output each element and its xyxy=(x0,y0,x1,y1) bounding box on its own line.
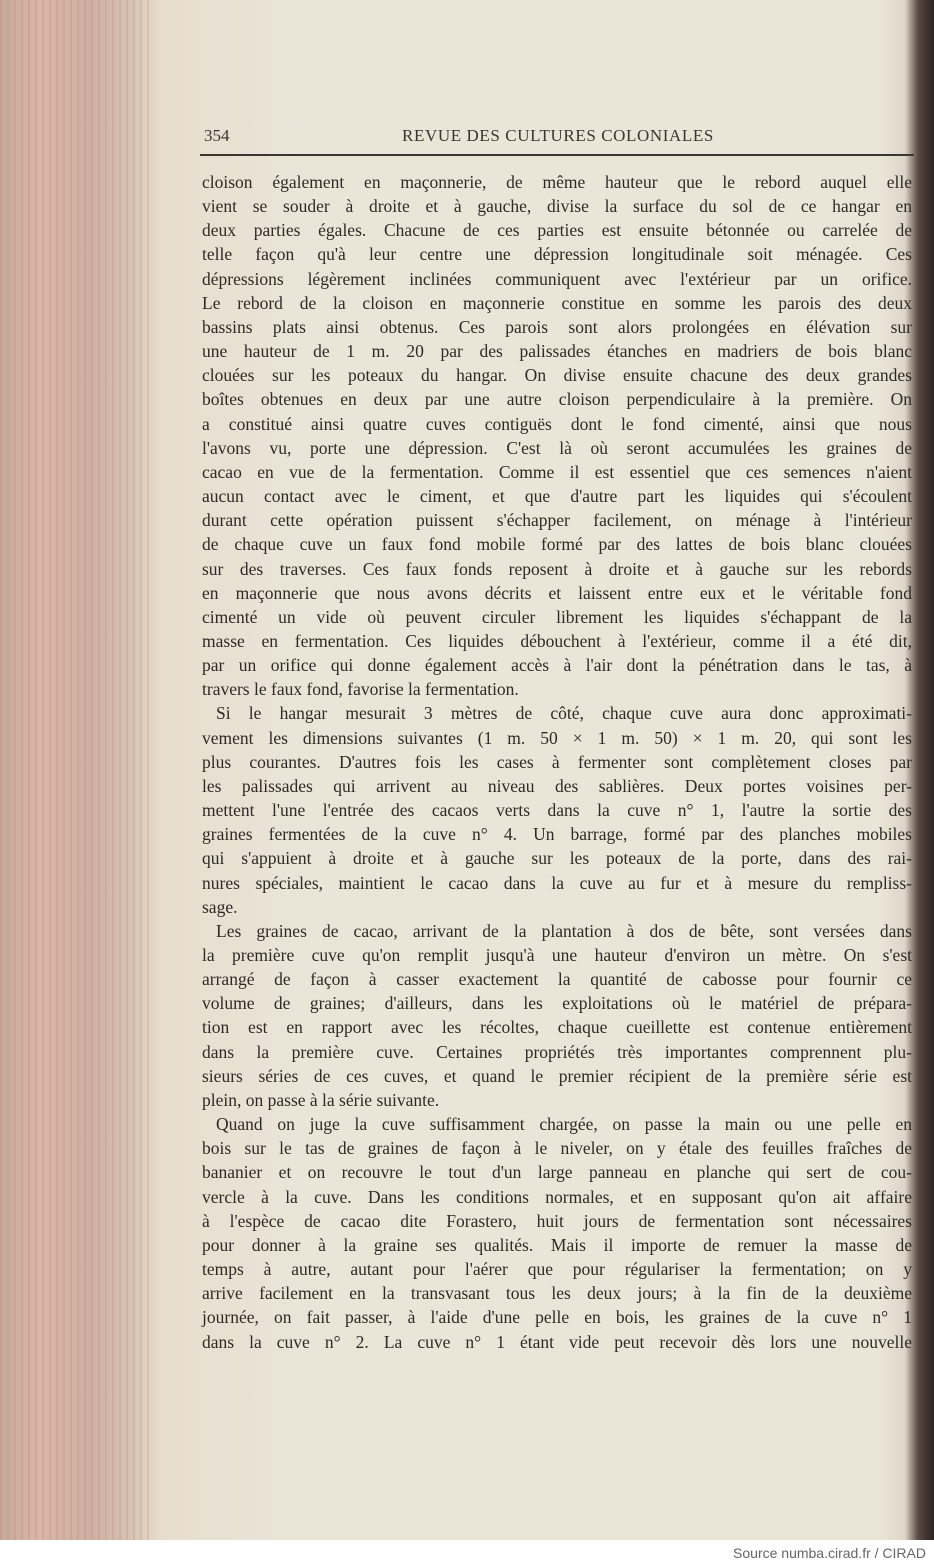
text-line: plus courantes. D'autres fois les cases à fermenter sont complètement closes par xyxy=(202,751,912,772)
text-line: sieurs séries de ces cuves, et quand le premier récipient de la première série est xyxy=(202,1065,912,1086)
text-line: qui s'appuient à droite et à gauche sur les poteaux de la porte, dans des rai- xyxy=(202,848,912,869)
body-text xyxy=(202,170,912,1354)
page-header xyxy=(202,124,914,148)
paragraph xyxy=(202,170,912,701)
text-line: aucun contact avec le ciment, et que d'autre part les liquides qui s'écoulent xyxy=(202,486,912,507)
text-line: cacao en vue de la fermentation. Comme il est essentiel que ces semences n'aient xyxy=(202,461,912,482)
text-line: dépressions légèrement inclinées communiquent avec l'extérieur par un orifice. xyxy=(202,268,912,289)
text-line: durant cette opération puissent s'échapper facilement, on ménage à l'intérieur xyxy=(202,510,912,531)
text-line: de chaque cuve un faux fond mobile formé par des lattes de bois blanc clouées xyxy=(202,534,912,555)
text-line: nures spéciales, maintient le cacao dans la cuve au fur et à mesure du rempliss- xyxy=(202,872,912,893)
text-line: l'avons vu, porte une dépression. C'est là où seront accumulées les graines de xyxy=(202,437,912,458)
text-line: masse en fermentation. Ces liquides débouchent à l'extérieur, comme il a été dit, xyxy=(202,630,912,651)
text-line: bassins plats ainsi obtenus. Ces parois sont alors prolongées en élévation sur xyxy=(202,316,912,337)
text-line: mettent l'une l'entrée des cacaos verts dans la cuve n° 1, l'autre la sortie des xyxy=(202,800,912,821)
text-line: deux parties égales. Chacune de ces parties est ensuite bétonnée ou carrelée de xyxy=(202,220,912,241)
text-line: journée, on fait passer, à l'aide d'une pelle en bois, les graines de la cuve n° 1 xyxy=(202,1307,912,1328)
text-line: dans la première cuve. Certaines propriétés très importantes comprennent plu- xyxy=(202,1041,912,1062)
text-line: arrive facilement en la transvasant tous les deux jours; à la fin de la deuxième xyxy=(202,1283,912,1304)
text-line: une hauteur de 1 m. 20 par des palissades étanches en madriers de bois blanc xyxy=(202,341,912,362)
running-title: REVUE DES CULTURES COLONIALES xyxy=(402,126,714,145)
text-line: a constitué ainsi quatre cuves contiguës dont le fond cimenté, ainsi que nous xyxy=(202,413,912,434)
text-line: par un orifice qui donne également accès à l'air dont la pénétration dans le tas, à xyxy=(202,655,912,676)
book-page-edges xyxy=(0,0,150,1540)
text-line: vercle à la cuve. Dans les conditions normales, et en supposant qu'on ait affaire xyxy=(202,1186,912,1207)
text-line: vement les dimensions suivantes (1 m. 50 × 1 m. 50) × 1 m. 20, qui sont les xyxy=(202,727,912,748)
source-credit: Source numba.cirad.fr / CIRAD xyxy=(733,1545,926,1561)
text-line: telle façon qu'à leur centre une dépression longitudinale soit ménagée. Ces xyxy=(202,244,912,265)
text-line: cimenté un vide où peuvent circuler librement les liquides s'échappant de la xyxy=(202,606,912,627)
text-line: arrangé de façon à casser exactement la quantité de cabosse pour fournir ce xyxy=(202,969,912,990)
text-line: les palissades qui arrivent au niveau des sablières. Deux portes voisines per- xyxy=(202,775,912,796)
text-line: pour donner à la graine ses qualités. Mais il importe de remuer la masse de xyxy=(202,1234,912,1255)
text-line: temps à autre, autant pour l'aérer que pour régulariser la fermentation; on y xyxy=(202,1259,912,1280)
text-line: en maçonnerie que nous avons décrits et laissent entre eux et le véritable fond xyxy=(202,582,912,603)
text-line: clouées sur les poteaux du hangar. On divise ensuite chacune des deux grandes xyxy=(202,365,912,386)
text-line: à l'espèce de cacao dite Forastero, huit jours de fermentation sont nécessaires xyxy=(202,1210,912,1231)
text-line: bananier et on recouvre le tout d'un large panneau en planche qui sert de cou- xyxy=(202,1162,912,1183)
text-line: sage. xyxy=(202,896,238,917)
text-line: boîtes obtenues en deux par une autre cloison perpendiculaire à la première. On xyxy=(202,389,912,410)
text-line: graines fermentées de la cuve n° 4. Un barrage, formé par des planches mobiles xyxy=(202,824,912,845)
text-line: Les graines de cacao, arrivant de la plantation à dos de bête, sont versées dans xyxy=(216,920,912,941)
text-line: plein, on passe à la série suivante. xyxy=(202,1089,440,1110)
text-line: cloison également en maçonnerie, de même hauteur que le rebord auquel elle xyxy=(202,172,912,192)
text-line: sur des traverses. Ces faux fonds reposent à droite et à gauche sur les rebords xyxy=(202,558,912,579)
text-line: tion est en rapport avec les récoltes, chaque cueillette est contenue entièrement xyxy=(202,1017,912,1038)
paragraph xyxy=(202,919,912,1112)
text-line: Si le hangar mesurait 3 mètres de côté, chaque cuve aura donc approximati- xyxy=(216,703,912,724)
text-line: volume de graines; d'ailleurs, dans les exploitations où le matériel de prépara- xyxy=(202,993,912,1014)
text-line: dans la cuve n° 2. La cuve n° 1 étant vide peut recevoir dès lors une nouvelle xyxy=(202,1331,912,1352)
text-line: la première cuve qu'on remplit jusqu'à une hauteur d'environ un mètre. On s'est xyxy=(202,945,912,965)
text-line: Le rebord de la cloison en maçonnerie constitue en somme les parois des deux xyxy=(202,292,912,313)
text-line: bois sur le tas de graines de façon à le niveler, on y étale des feuilles fraîches de xyxy=(202,1138,912,1159)
text-line: travers le faux fond, favorise la fermentation. xyxy=(202,679,519,700)
paragraph xyxy=(202,1112,912,1354)
paragraph xyxy=(202,701,912,918)
header-rule xyxy=(200,154,914,156)
text-line: vient se souder à droite et à gauche, divise la surface du sol de ce hangar en xyxy=(202,196,912,217)
text-line: Quand on juge la cuve suffisamment chargée, on passe la main ou une pelle en xyxy=(216,1114,912,1135)
page-number: 354 xyxy=(204,126,230,145)
